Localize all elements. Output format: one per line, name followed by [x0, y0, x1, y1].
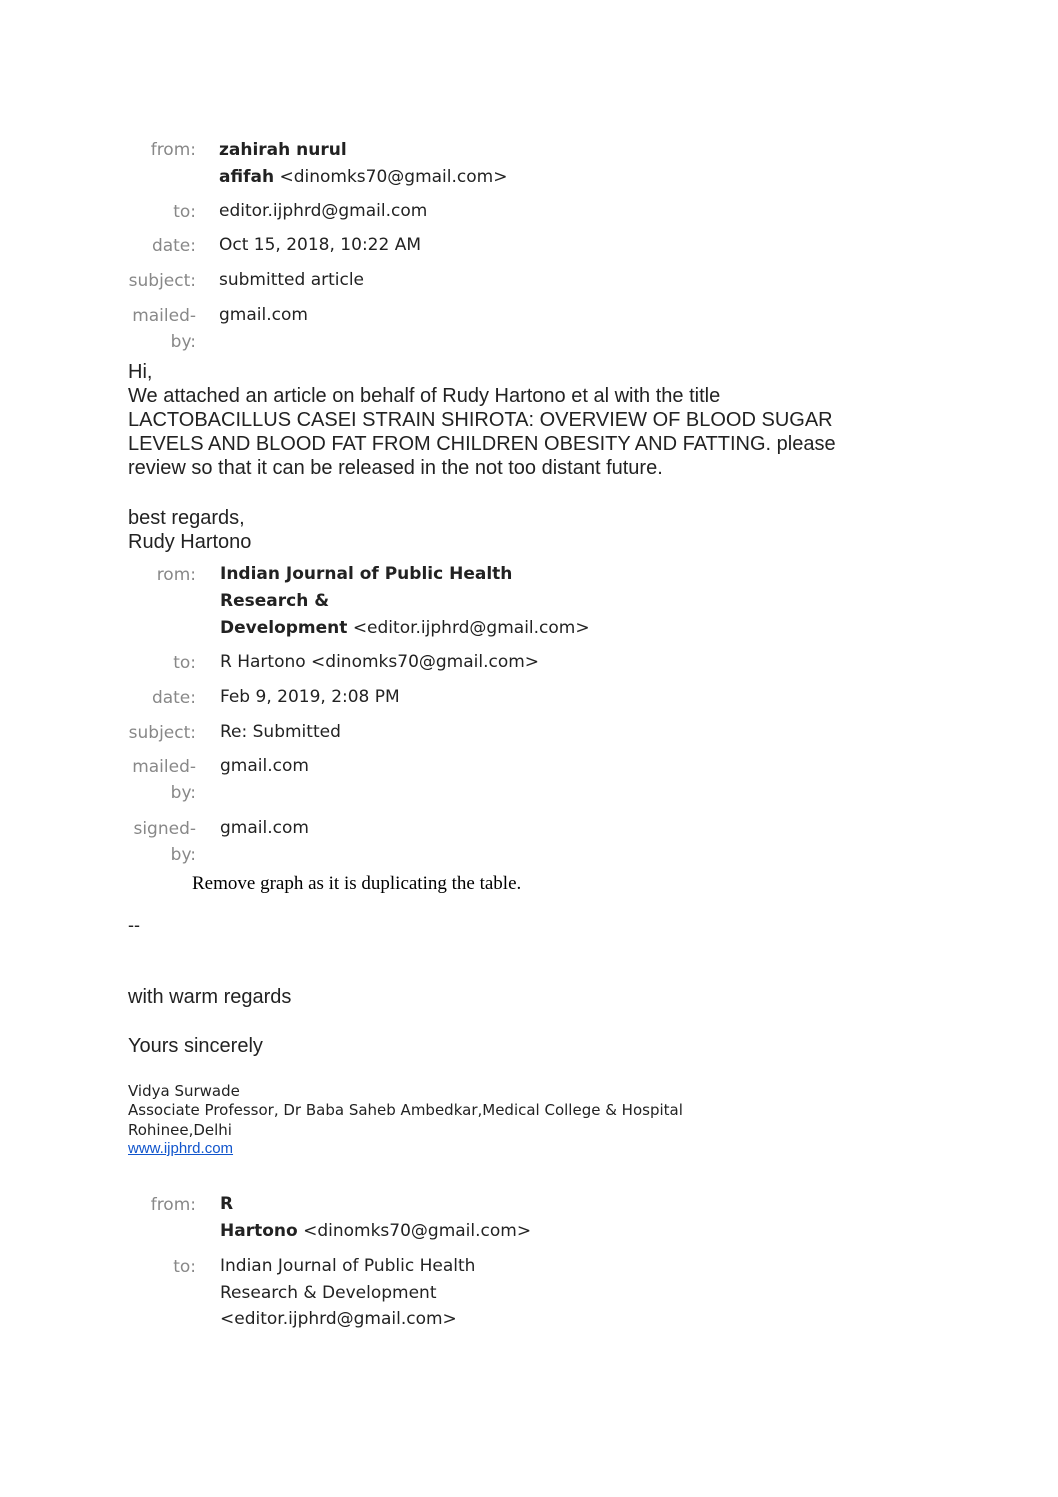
body-line: We attached an article on behalf of Rudy Hartono et al with the title — [128, 385, 721, 407]
to-value[interactable]: Indian Journal of Public Health — [220, 1256, 476, 1276]
closing-line: Yours sincerely — [128, 1035, 263, 1057]
subject-label: subject: — [128, 271, 196, 291]
to-value[interactable]: R Hartono <dinomks70@gmail.com> — [220, 652, 540, 672]
to-value[interactable]: <editor.ijphrd@gmail.com> — [220, 1309, 457, 1329]
sender-name-email: Hartono <dinomks70@gmail.com> — [220, 1221, 532, 1241]
to-label: to: — [173, 653, 196, 673]
subject-label: subject: — [128, 723, 196, 743]
body-line: LEVELS AND BLOOD FAT FROM CHILDREN OBESITY AND FATTING. please — [128, 433, 836, 455]
mailed-by-label: mailed- by: — [132, 757, 196, 803]
signature-separator: -- — [128, 915, 140, 935]
subject-value: submitted article — [219, 270, 365, 290]
signed-by-value: gmail.com — [220, 818, 309, 838]
to-value[interactable]: Research & Development — [220, 1283, 437, 1303]
mailed-by-value: gmail.com — [220, 756, 309, 776]
signature-location: Rohinee,Delhi — [128, 1121, 232, 1139]
signature-name: Vidya Surwade — [128, 1082, 240, 1100]
reviewer-message: Remove graph as it is duplicating the table. — [192, 873, 522, 894]
closing-name: Rudy Hartono — [128, 531, 252, 553]
body-line: review so that it can be released in the not too distant future. — [128, 457, 663, 479]
closing-line: with warm regards — [128, 986, 292, 1008]
subject-value: Re: Submitted — [220, 722, 341, 742]
body-line: LACTOBACILLUS CASEI STRAIN SHIROTA: OVERVIEW OF BLOOD SUGAR — [128, 409, 833, 431]
sender-name: zahirah nurul — [219, 140, 347, 160]
signed-by-label: signed- by: — [133, 819, 196, 865]
sender-email[interactable]: <editor.ijphrd@gmail.com> — [352, 618, 590, 638]
from-label: from: — [150, 1195, 196, 1215]
sender-name: Research & — [220, 591, 330, 611]
sender-email[interactable]: <dinomks70@gmail.com> — [303, 1221, 532, 1241]
mailed-by-label: mailed- by: — [132, 306, 196, 352]
sender-name: Indian Journal of Public Health — [220, 564, 513, 584]
date-label: date: — [151, 688, 196, 708]
from-label: rom: — [156, 565, 196, 585]
mailed-by-value: gmail.com — [219, 305, 308, 325]
sender-name-email: afifah <dinomks70@gmail.com> — [219, 167, 508, 187]
closing-line: best regards, — [128, 507, 245, 529]
to-label: to: — [173, 1257, 196, 1277]
sender-name-email: Development <editor.ijphrd@gmail.com> — [220, 618, 590, 638]
signature-title: Associate Professor, Dr Baba Saheb Ambedkar,Medical College & Hospital — [128, 1101, 683, 1119]
date-label: date: — [151, 236, 196, 256]
date-value: Oct 15, 2018, 10:22 AM — [219, 235, 421, 255]
sender-email[interactable]: <dinomks70@gmail.com> — [279, 167, 508, 187]
sender-name: R — [220, 1194, 234, 1214]
to-value[interactable]: editor.ijphrd@gmail.com — [219, 201, 428, 221]
to-label: to: — [173, 202, 196, 222]
website-link[interactable]: www.ijphrd.com — [128, 1140, 234, 1157]
date-value: Feb 9, 2019, 2:08 PM — [220, 687, 400, 707]
body-line: Hi, — [128, 361, 153, 383]
from-label: from: — [150, 140, 196, 160]
